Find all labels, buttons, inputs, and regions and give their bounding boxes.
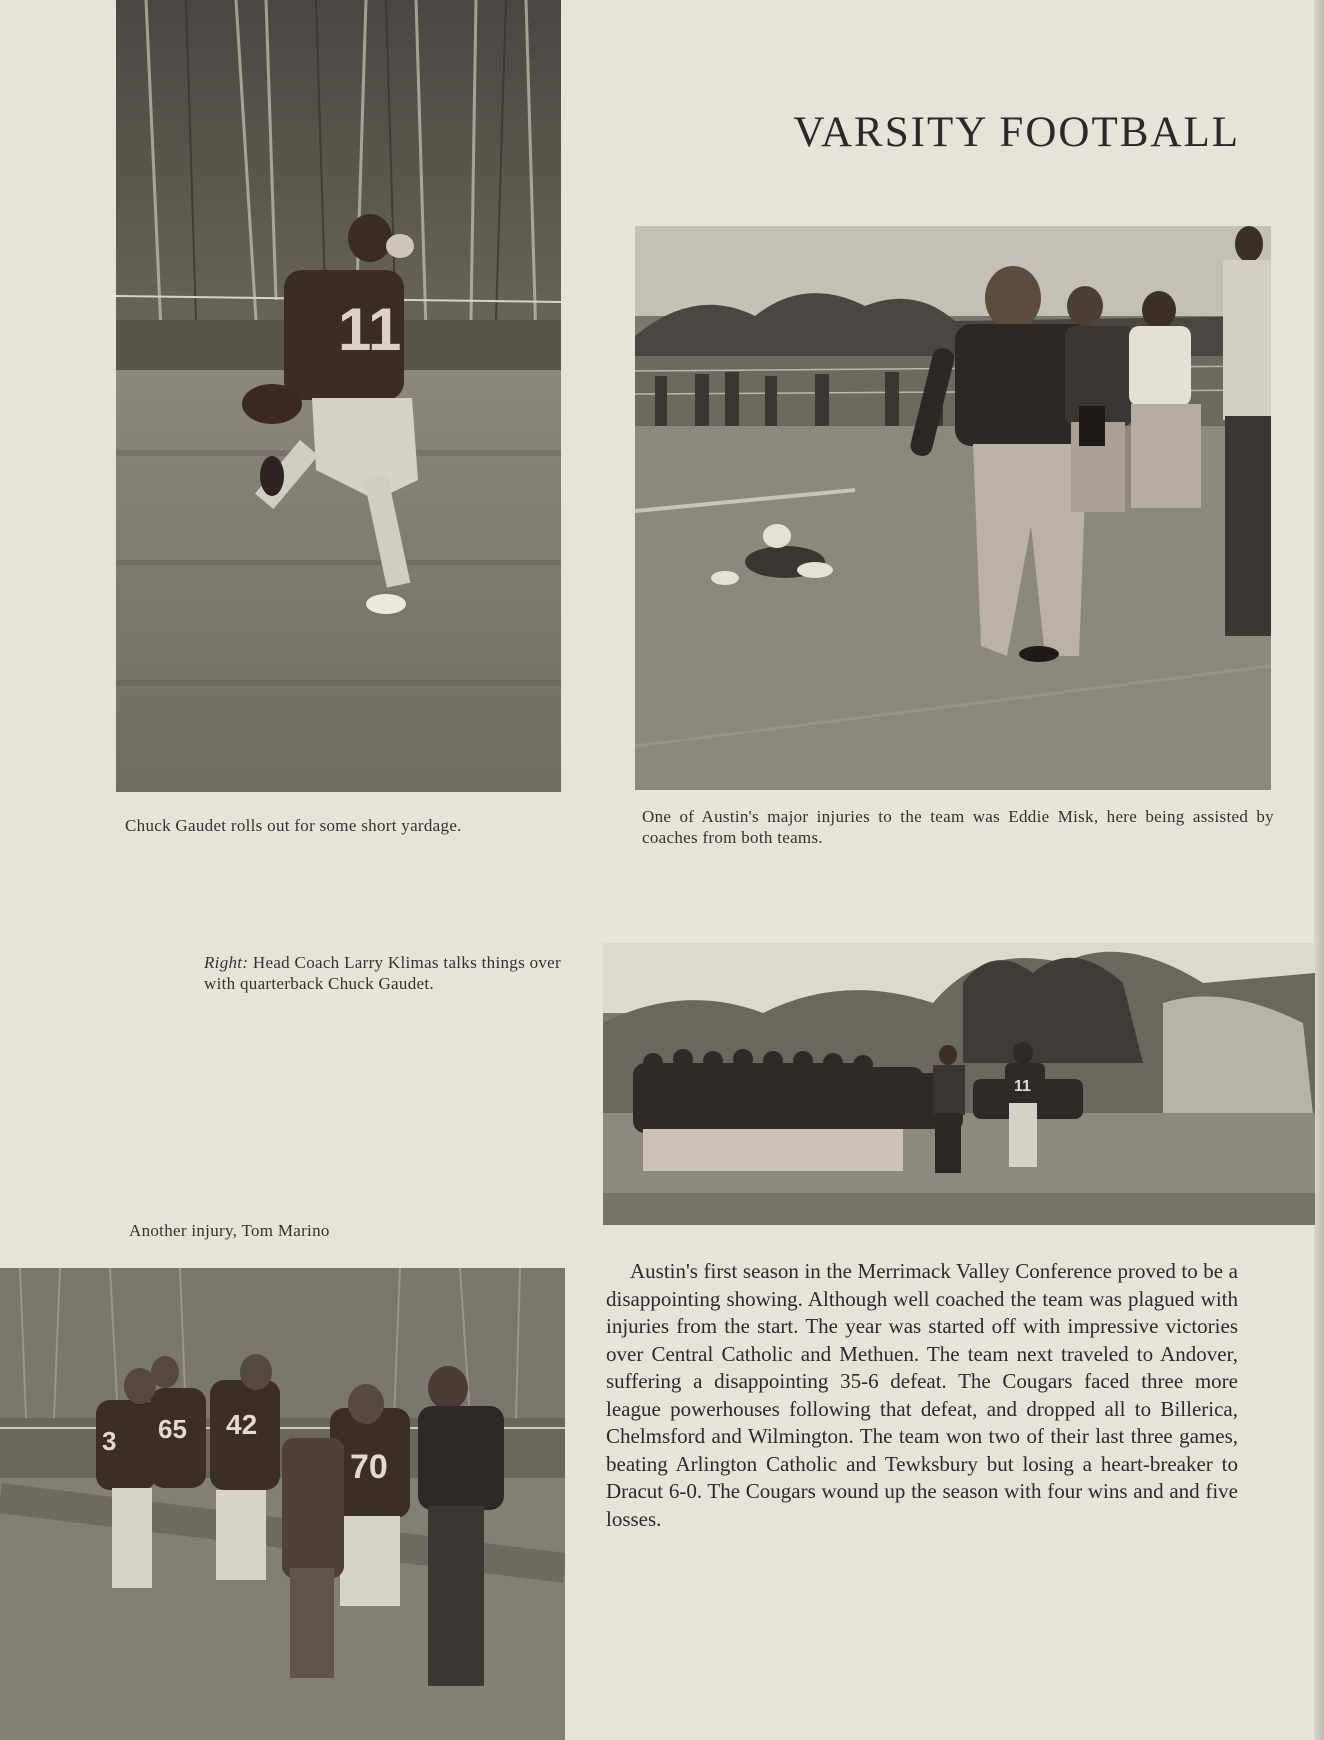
caption-quarterback-run: Chuck Gaudet rolls out for some short yardage.: [125, 816, 462, 835]
injury-jersey-number-main: 70: [350, 1448, 388, 1486]
quarterback-jersey-number: 11: [338, 296, 402, 363]
photo-injury-tom-marino: [0, 1268, 565, 1740]
page-edge-shadow: [1314, 0, 1324, 1740]
caption-head-coach-text: Head Coach Larry Klimas talks things over with quarterback Chuck Gaudet.: [204, 953, 561, 993]
article-body: Austin's first season in the Merrimack Valley Conference proved to be a disappointing showing. Although well coached the team was plagued with injuries from the start. The year was started off with impressive victories over Central Catholic and Methuen. The team next traveled to Andover, suffering a disappointing 35-6 defeat. The Cougars faced three more league powerhouses following that defeat, and dropped all to Billerica, Chelmsford and Wilmington. The team won two of their last three games, beating Arlington Catholic and Tewksbury but losing a heart-breaker to Dracut 6-0. The Cougars wound up the season with four wins and and five losses.: [606, 1259, 1238, 1531]
photo-injury-eddie-misk: [635, 226, 1271, 790]
injury-jersey-number-a: 3: [102, 1426, 117, 1456]
photo-quarterback-run: [116, 0, 561, 792]
page-title: VARSITY FOOTBALL: [793, 109, 1240, 156]
sideline-jersey-number: 11: [1014, 1078, 1031, 1095]
injury-jersey-number-b: 65: [158, 1414, 187, 1444]
caption-tom-marino: Another injury, Tom Marino: [129, 1221, 330, 1240]
caption-head-coach: [204, 952, 561, 994]
injury-jersey-number-center: 42: [226, 1409, 258, 1440]
photo-sideline-team: [603, 943, 1315, 1225]
caption-direction-label: Right:: [204, 953, 249, 972]
caption-eddie-misk: One of Austin's major injuries to the team was Eddie Misk, here being assisted by coaches from both teams.: [642, 807, 1274, 847]
